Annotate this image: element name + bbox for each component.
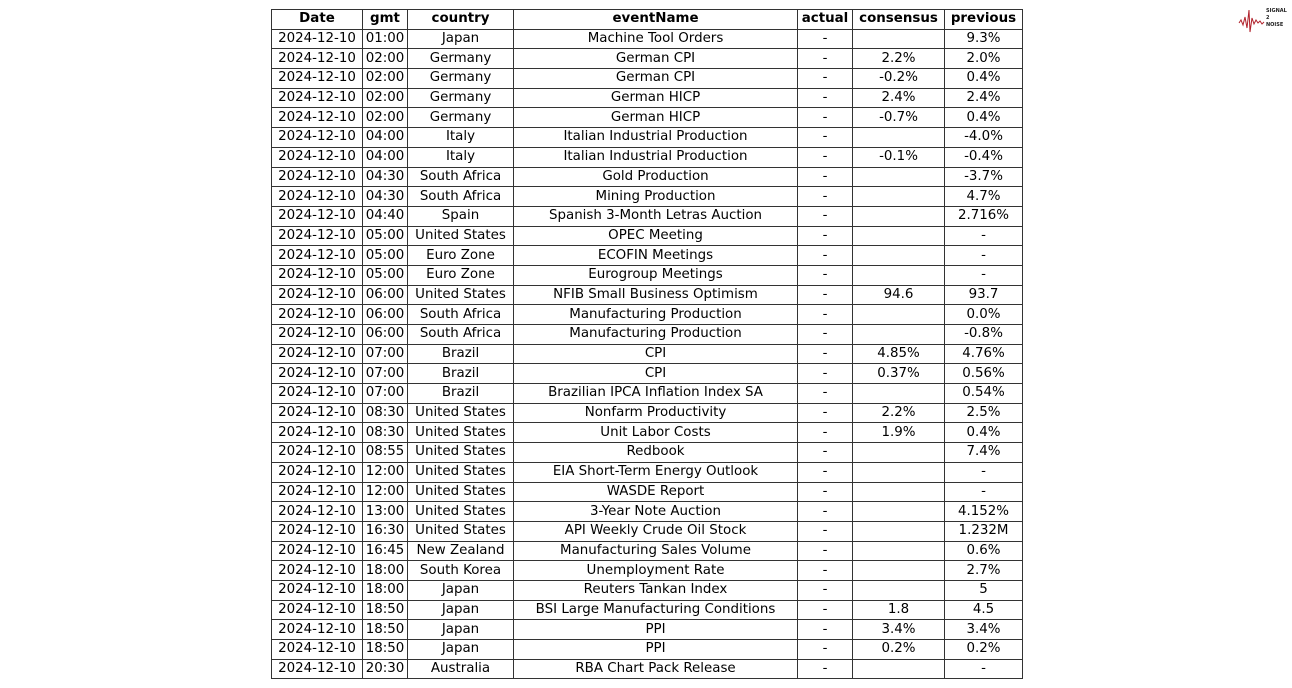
cell-previous: 2.0% — [945, 49, 1023, 69]
cell-gmt: 08:55 — [363, 443, 408, 463]
signal-2-noise-logo — [1238, 4, 1288, 34]
cell-date: 2024-12-10 — [272, 344, 363, 364]
cell-actual: - — [798, 226, 853, 246]
table-row — [272, 344, 1023, 364]
cell-date: 2024-12-10 — [272, 325, 363, 345]
cell-event-name: ECOFIN Meetings — [514, 246, 798, 266]
table-row — [272, 600, 1023, 620]
cell-consensus — [853, 206, 945, 226]
table-row — [272, 285, 1023, 305]
cell-gmt: 12:00 — [363, 482, 408, 502]
table-row — [272, 108, 1023, 128]
cell-consensus — [853, 246, 945, 266]
table-row — [272, 29, 1023, 49]
table-row — [272, 325, 1023, 345]
cell-actual: - — [798, 128, 853, 148]
table-row — [272, 206, 1023, 226]
cell-date: 2024-12-10 — [272, 462, 363, 482]
cell-country: Brazil — [408, 344, 514, 364]
table-row — [272, 305, 1023, 325]
cell-previous: 0.4% — [945, 423, 1023, 443]
table-row — [272, 403, 1023, 423]
table-row — [272, 482, 1023, 502]
cell-previous: -0.8% — [945, 325, 1023, 345]
cell-date: 2024-12-10 — [272, 285, 363, 305]
cell-previous: - — [945, 482, 1023, 502]
cell-actual: - — [798, 29, 853, 49]
cell-consensus — [853, 659, 945, 679]
cell-consensus — [853, 482, 945, 502]
column-header-actual: actual — [798, 10, 853, 30]
cell-event-name: RBA Chart Pack Release — [514, 659, 798, 679]
table-row — [272, 541, 1023, 561]
cell-date: 2024-12-10 — [272, 305, 363, 325]
cell-gmt: 04:30 — [363, 187, 408, 207]
cell-consensus — [853, 443, 945, 463]
cell-event-name: Manufacturing Production — [514, 325, 798, 345]
cell-previous: 3.4% — [945, 620, 1023, 640]
cell-consensus — [853, 265, 945, 285]
cell-event-name: Unemployment Rate — [514, 561, 798, 581]
cell-country: Japan — [408, 600, 514, 620]
cell-actual: - — [798, 600, 853, 620]
cell-gmt: 18:50 — [363, 640, 408, 660]
cell-date: 2024-12-10 — [272, 128, 363, 148]
cell-previous: 5 — [945, 580, 1023, 600]
cell-country: South Africa — [408, 305, 514, 325]
cell-previous: 4.7% — [945, 187, 1023, 207]
cell-gmt: 06:00 — [363, 285, 408, 305]
cell-event-name: Italian Industrial Production — [514, 147, 798, 167]
column-header-previous: previous — [945, 10, 1023, 30]
cell-gmt: 20:30 — [363, 659, 408, 679]
cell-gmt: 07:00 — [363, 344, 408, 364]
cell-previous: 9.3% — [945, 29, 1023, 49]
cell-previous: 0.0% — [945, 305, 1023, 325]
cell-actual: - — [798, 344, 853, 364]
cell-country: United States — [408, 521, 514, 541]
logo-text-signal: SIGNAL — [1266, 8, 1287, 14]
cell-consensus: 2.4% — [853, 88, 945, 108]
column-header-event-name: eventName — [514, 10, 798, 30]
cell-consensus — [853, 561, 945, 581]
table-row — [272, 147, 1023, 167]
economic-calendar-table — [271, 9, 1023, 679]
cell-country: Brazil — [408, 384, 514, 404]
cell-country: Japan — [408, 620, 514, 640]
table-row — [272, 423, 1023, 443]
cell-previous: 93.7 — [945, 285, 1023, 305]
cell-country: United States — [408, 462, 514, 482]
cell-gmt: 07:00 — [363, 364, 408, 384]
cell-gmt: 04:00 — [363, 128, 408, 148]
table-row — [272, 640, 1023, 660]
cell-previous: - — [945, 265, 1023, 285]
cell-previous: - — [945, 246, 1023, 266]
cell-date: 2024-12-10 — [272, 226, 363, 246]
cell-event-name: German CPI — [514, 69, 798, 89]
cell-country: Spain — [408, 206, 514, 226]
cell-country: South Africa — [408, 167, 514, 187]
table-row — [272, 187, 1023, 207]
cell-country: Japan — [408, 29, 514, 49]
cell-country: South Africa — [408, 187, 514, 207]
cell-actual: - — [798, 108, 853, 128]
column-header-gmt: gmt — [363, 10, 408, 30]
cell-actual: - — [798, 620, 853, 640]
cell-actual: - — [798, 285, 853, 305]
table-row — [272, 659, 1023, 679]
cell-previous: 2.7% — [945, 561, 1023, 581]
cell-actual: - — [798, 265, 853, 285]
table-row — [272, 620, 1023, 640]
cell-actual: - — [798, 482, 853, 502]
cell-actual: - — [798, 49, 853, 69]
cell-previous: - — [945, 659, 1023, 679]
cell-actual: - — [798, 403, 853, 423]
cell-country: United States — [408, 423, 514, 443]
cell-date: 2024-12-10 — [272, 29, 363, 49]
cell-consensus — [853, 167, 945, 187]
cell-previous: -0.4% — [945, 147, 1023, 167]
cell-actual: - — [798, 69, 853, 89]
cell-actual: - — [798, 364, 853, 384]
cell-country: Germany — [408, 69, 514, 89]
table-row — [272, 226, 1023, 246]
cell-consensus: 2.2% — [853, 49, 945, 69]
cell-date: 2024-12-10 — [272, 147, 363, 167]
cell-gmt: 18:50 — [363, 600, 408, 620]
cell-date: 2024-12-10 — [272, 600, 363, 620]
cell-actual: - — [798, 384, 853, 404]
cell-gmt: 07:00 — [363, 384, 408, 404]
cell-consensus: 0.37% — [853, 364, 945, 384]
cell-country: Euro Zone — [408, 265, 514, 285]
cell-previous: - — [945, 462, 1023, 482]
cell-consensus — [853, 502, 945, 522]
table-row — [272, 521, 1023, 541]
cell-gmt: 01:00 — [363, 29, 408, 49]
cell-country: Euro Zone — [408, 246, 514, 266]
cell-previous: 4.76% — [945, 344, 1023, 364]
cell-consensus — [853, 580, 945, 600]
cell-country: Japan — [408, 640, 514, 660]
cell-previous: 4.5 — [945, 600, 1023, 620]
cell-date: 2024-12-10 — [272, 187, 363, 207]
signal-wave-icon — [1239, 10, 1264, 32]
cell-consensus — [853, 29, 945, 49]
cell-date: 2024-12-10 — [272, 206, 363, 226]
cell-date: 2024-12-10 — [272, 384, 363, 404]
cell-previous: 7.4% — [945, 443, 1023, 463]
cell-gmt: 12:00 — [363, 462, 408, 482]
cell-consensus — [853, 521, 945, 541]
table-row — [272, 561, 1023, 581]
cell-country: United States — [408, 403, 514, 423]
logo-text-2: 2 — [1266, 15, 1270, 21]
cell-event-name: PPI — [514, 620, 798, 640]
cell-event-name: Gold Production — [514, 167, 798, 187]
cell-event-name: 3-Year Note Auction — [514, 502, 798, 522]
cell-date: 2024-12-10 — [272, 502, 363, 522]
cell-actual: - — [798, 423, 853, 443]
table-row — [272, 88, 1023, 108]
cell-country: South Africa — [408, 325, 514, 345]
cell-gmt: 06:00 — [363, 325, 408, 345]
table-row — [272, 49, 1023, 69]
cell-gmt: 08:30 — [363, 423, 408, 443]
cell-gmt: 16:45 — [363, 541, 408, 561]
cell-event-name: PPI — [514, 640, 798, 660]
cell-gmt: 06:00 — [363, 305, 408, 325]
cell-date: 2024-12-10 — [272, 561, 363, 581]
table-row — [272, 462, 1023, 482]
cell-date: 2024-12-10 — [272, 580, 363, 600]
cell-previous: 0.4% — [945, 69, 1023, 89]
cell-previous: 0.56% — [945, 364, 1023, 384]
column-header-country: country — [408, 10, 514, 30]
cell-event-name: Unit Labor Costs — [514, 423, 798, 443]
cell-country: South Korea — [408, 561, 514, 581]
cell-country: New Zealand — [408, 541, 514, 561]
cell-event-name: Brazilian IPCA Inflation Index SA — [514, 384, 798, 404]
table-row — [272, 69, 1023, 89]
cell-country: Australia — [408, 659, 514, 679]
cell-actual: - — [798, 659, 853, 679]
cell-actual: - — [798, 521, 853, 541]
cell-event-name: Mining Production — [514, 187, 798, 207]
cell-previous: 2.716% — [945, 206, 1023, 226]
cell-previous: 1.232M — [945, 521, 1023, 541]
cell-date: 2024-12-10 — [272, 69, 363, 89]
table-row — [272, 384, 1023, 404]
cell-date: 2024-12-10 — [272, 521, 363, 541]
cell-event-name: German CPI — [514, 49, 798, 69]
cell-gmt: 04:00 — [363, 147, 408, 167]
cell-previous: 2.4% — [945, 88, 1023, 108]
cell-consensus: 0.2% — [853, 640, 945, 660]
table-row — [272, 246, 1023, 266]
cell-event-name: CPI — [514, 364, 798, 384]
cell-country: Brazil — [408, 364, 514, 384]
cell-actual: - — [798, 462, 853, 482]
cell-event-name: Machine Tool Orders — [514, 29, 798, 49]
cell-gmt: 04:30 — [363, 167, 408, 187]
cell-gmt: 18:00 — [363, 561, 408, 581]
cell-consensus — [853, 305, 945, 325]
cell-previous: -3.7% — [945, 167, 1023, 187]
cell-gmt: 04:40 — [363, 206, 408, 226]
cell-actual: - — [798, 305, 853, 325]
cell-gmt: 18:00 — [363, 580, 408, 600]
cell-event-name: NFIB Small Business Optimism — [514, 285, 798, 305]
cell-date: 2024-12-10 — [272, 443, 363, 463]
cell-actual: - — [798, 580, 853, 600]
cell-previous: -4.0% — [945, 128, 1023, 148]
cell-event-name: Redbook — [514, 443, 798, 463]
cell-date: 2024-12-10 — [272, 620, 363, 640]
cell-country: United States — [408, 285, 514, 305]
table-body — [272, 29, 1023, 679]
cell-previous: 0.4% — [945, 108, 1023, 128]
cell-actual: - — [798, 88, 853, 108]
cell-consensus: 1.8 — [853, 600, 945, 620]
cell-date: 2024-12-10 — [272, 49, 363, 69]
cell-country: Germany — [408, 108, 514, 128]
table-row — [272, 265, 1023, 285]
cell-country: Germany — [408, 49, 514, 69]
cell-previous: 4.152% — [945, 502, 1023, 522]
cell-consensus: 3.4% — [853, 620, 945, 640]
cell-actual: - — [798, 541, 853, 561]
table-row — [272, 167, 1023, 187]
cell-gmt: 02:00 — [363, 88, 408, 108]
cell-gmt: 16:30 — [363, 521, 408, 541]
cell-actual: - — [798, 187, 853, 207]
logo-text-noise: NOISE — [1266, 22, 1284, 28]
table-row — [272, 502, 1023, 522]
cell-event-name: German HICP — [514, 108, 798, 128]
cell-gmt: 05:00 — [363, 226, 408, 246]
cell-consensus — [853, 462, 945, 482]
cell-event-name: EIA Short-Term Energy Outlook — [514, 462, 798, 482]
cell-actual: - — [798, 167, 853, 187]
cell-country: Italy — [408, 147, 514, 167]
cell-consensus — [853, 226, 945, 246]
cell-gmt: 05:00 — [363, 265, 408, 285]
cell-gmt: 08:30 — [363, 403, 408, 423]
cell-date: 2024-12-10 — [272, 88, 363, 108]
cell-consensus: -0.1% — [853, 147, 945, 167]
cell-gmt: 13:00 — [363, 502, 408, 522]
cell-date: 2024-12-10 — [272, 364, 363, 384]
cell-date: 2024-12-10 — [272, 541, 363, 561]
cell-gmt: 02:00 — [363, 49, 408, 69]
cell-country: Italy — [408, 128, 514, 148]
cell-consensus — [853, 128, 945, 148]
cell-consensus — [853, 325, 945, 345]
cell-actual: - — [798, 206, 853, 226]
header-row — [272, 10, 1023, 30]
column-header-date: Date — [272, 10, 363, 30]
cell-consensus — [853, 541, 945, 561]
cell-event-name: Eurogroup Meetings — [514, 265, 798, 285]
cell-gmt: 02:00 — [363, 69, 408, 89]
cell-event-name: BSI Large Manufacturing Conditions — [514, 600, 798, 620]
cell-consensus: -0.2% — [853, 69, 945, 89]
cell-event-name: German HICP — [514, 88, 798, 108]
cell-actual: - — [798, 502, 853, 522]
cell-consensus — [853, 187, 945, 207]
cell-actual: - — [798, 147, 853, 167]
cell-previous: 0.54% — [945, 384, 1023, 404]
cell-date: 2024-12-10 — [272, 108, 363, 128]
cell-event-name: API Weekly Crude Oil Stock — [514, 521, 798, 541]
cell-consensus: 4.85% — [853, 344, 945, 364]
cell-previous: 0.6% — [945, 541, 1023, 561]
cell-event-name: Nonfarm Productivity — [514, 403, 798, 423]
table-row — [272, 364, 1023, 384]
cell-country: Germany — [408, 88, 514, 108]
cell-date: 2024-12-10 — [272, 265, 363, 285]
cell-event-name: Italian Industrial Production — [514, 128, 798, 148]
table-header — [272, 10, 1023, 30]
cell-date: 2024-12-10 — [272, 403, 363, 423]
cell-previous: 2.5% — [945, 403, 1023, 423]
cell-date: 2024-12-10 — [272, 640, 363, 660]
cell-actual: - — [798, 443, 853, 463]
cell-event-name: CPI — [514, 344, 798, 364]
cell-date: 2024-12-10 — [272, 246, 363, 266]
cell-event-name: Spanish 3-Month Letras Auction — [514, 206, 798, 226]
cell-event-name: Manufacturing Production — [514, 305, 798, 325]
cell-date: 2024-12-10 — [272, 659, 363, 679]
cell-event-name: Reuters Tankan Index — [514, 580, 798, 600]
cell-country: United States — [408, 502, 514, 522]
cell-actual: - — [798, 640, 853, 660]
cell-date: 2024-12-10 — [272, 423, 363, 443]
cell-country: Japan — [408, 580, 514, 600]
cell-gmt: 18:50 — [363, 620, 408, 640]
cell-consensus: 94.6 — [853, 285, 945, 305]
cell-date: 2024-12-10 — [272, 482, 363, 502]
table-row — [272, 443, 1023, 463]
cell-country: United States — [408, 482, 514, 502]
cell-previous: 0.2% — [945, 640, 1023, 660]
cell-event-name: WASDE Report — [514, 482, 798, 502]
table-row — [272, 128, 1023, 148]
cell-previous: - — [945, 226, 1023, 246]
cell-consensus — [853, 384, 945, 404]
cell-gmt: 05:00 — [363, 246, 408, 266]
cell-gmt: 02:00 — [363, 108, 408, 128]
cell-consensus: -0.7% — [853, 108, 945, 128]
cell-event-name: Manufacturing Sales Volume — [514, 541, 798, 561]
column-header-consensus: consensus — [853, 10, 945, 30]
cell-date: 2024-12-10 — [272, 167, 363, 187]
cell-actual: - — [798, 325, 853, 345]
cell-actual: - — [798, 561, 853, 581]
cell-event-name: OPEC Meeting — [514, 226, 798, 246]
cell-consensus: 1.9% — [853, 423, 945, 443]
cell-actual: - — [798, 246, 853, 266]
table-row — [272, 580, 1023, 600]
cell-consensus: 2.2% — [853, 403, 945, 423]
cell-country: United States — [408, 443, 514, 463]
cell-country: United States — [408, 226, 514, 246]
